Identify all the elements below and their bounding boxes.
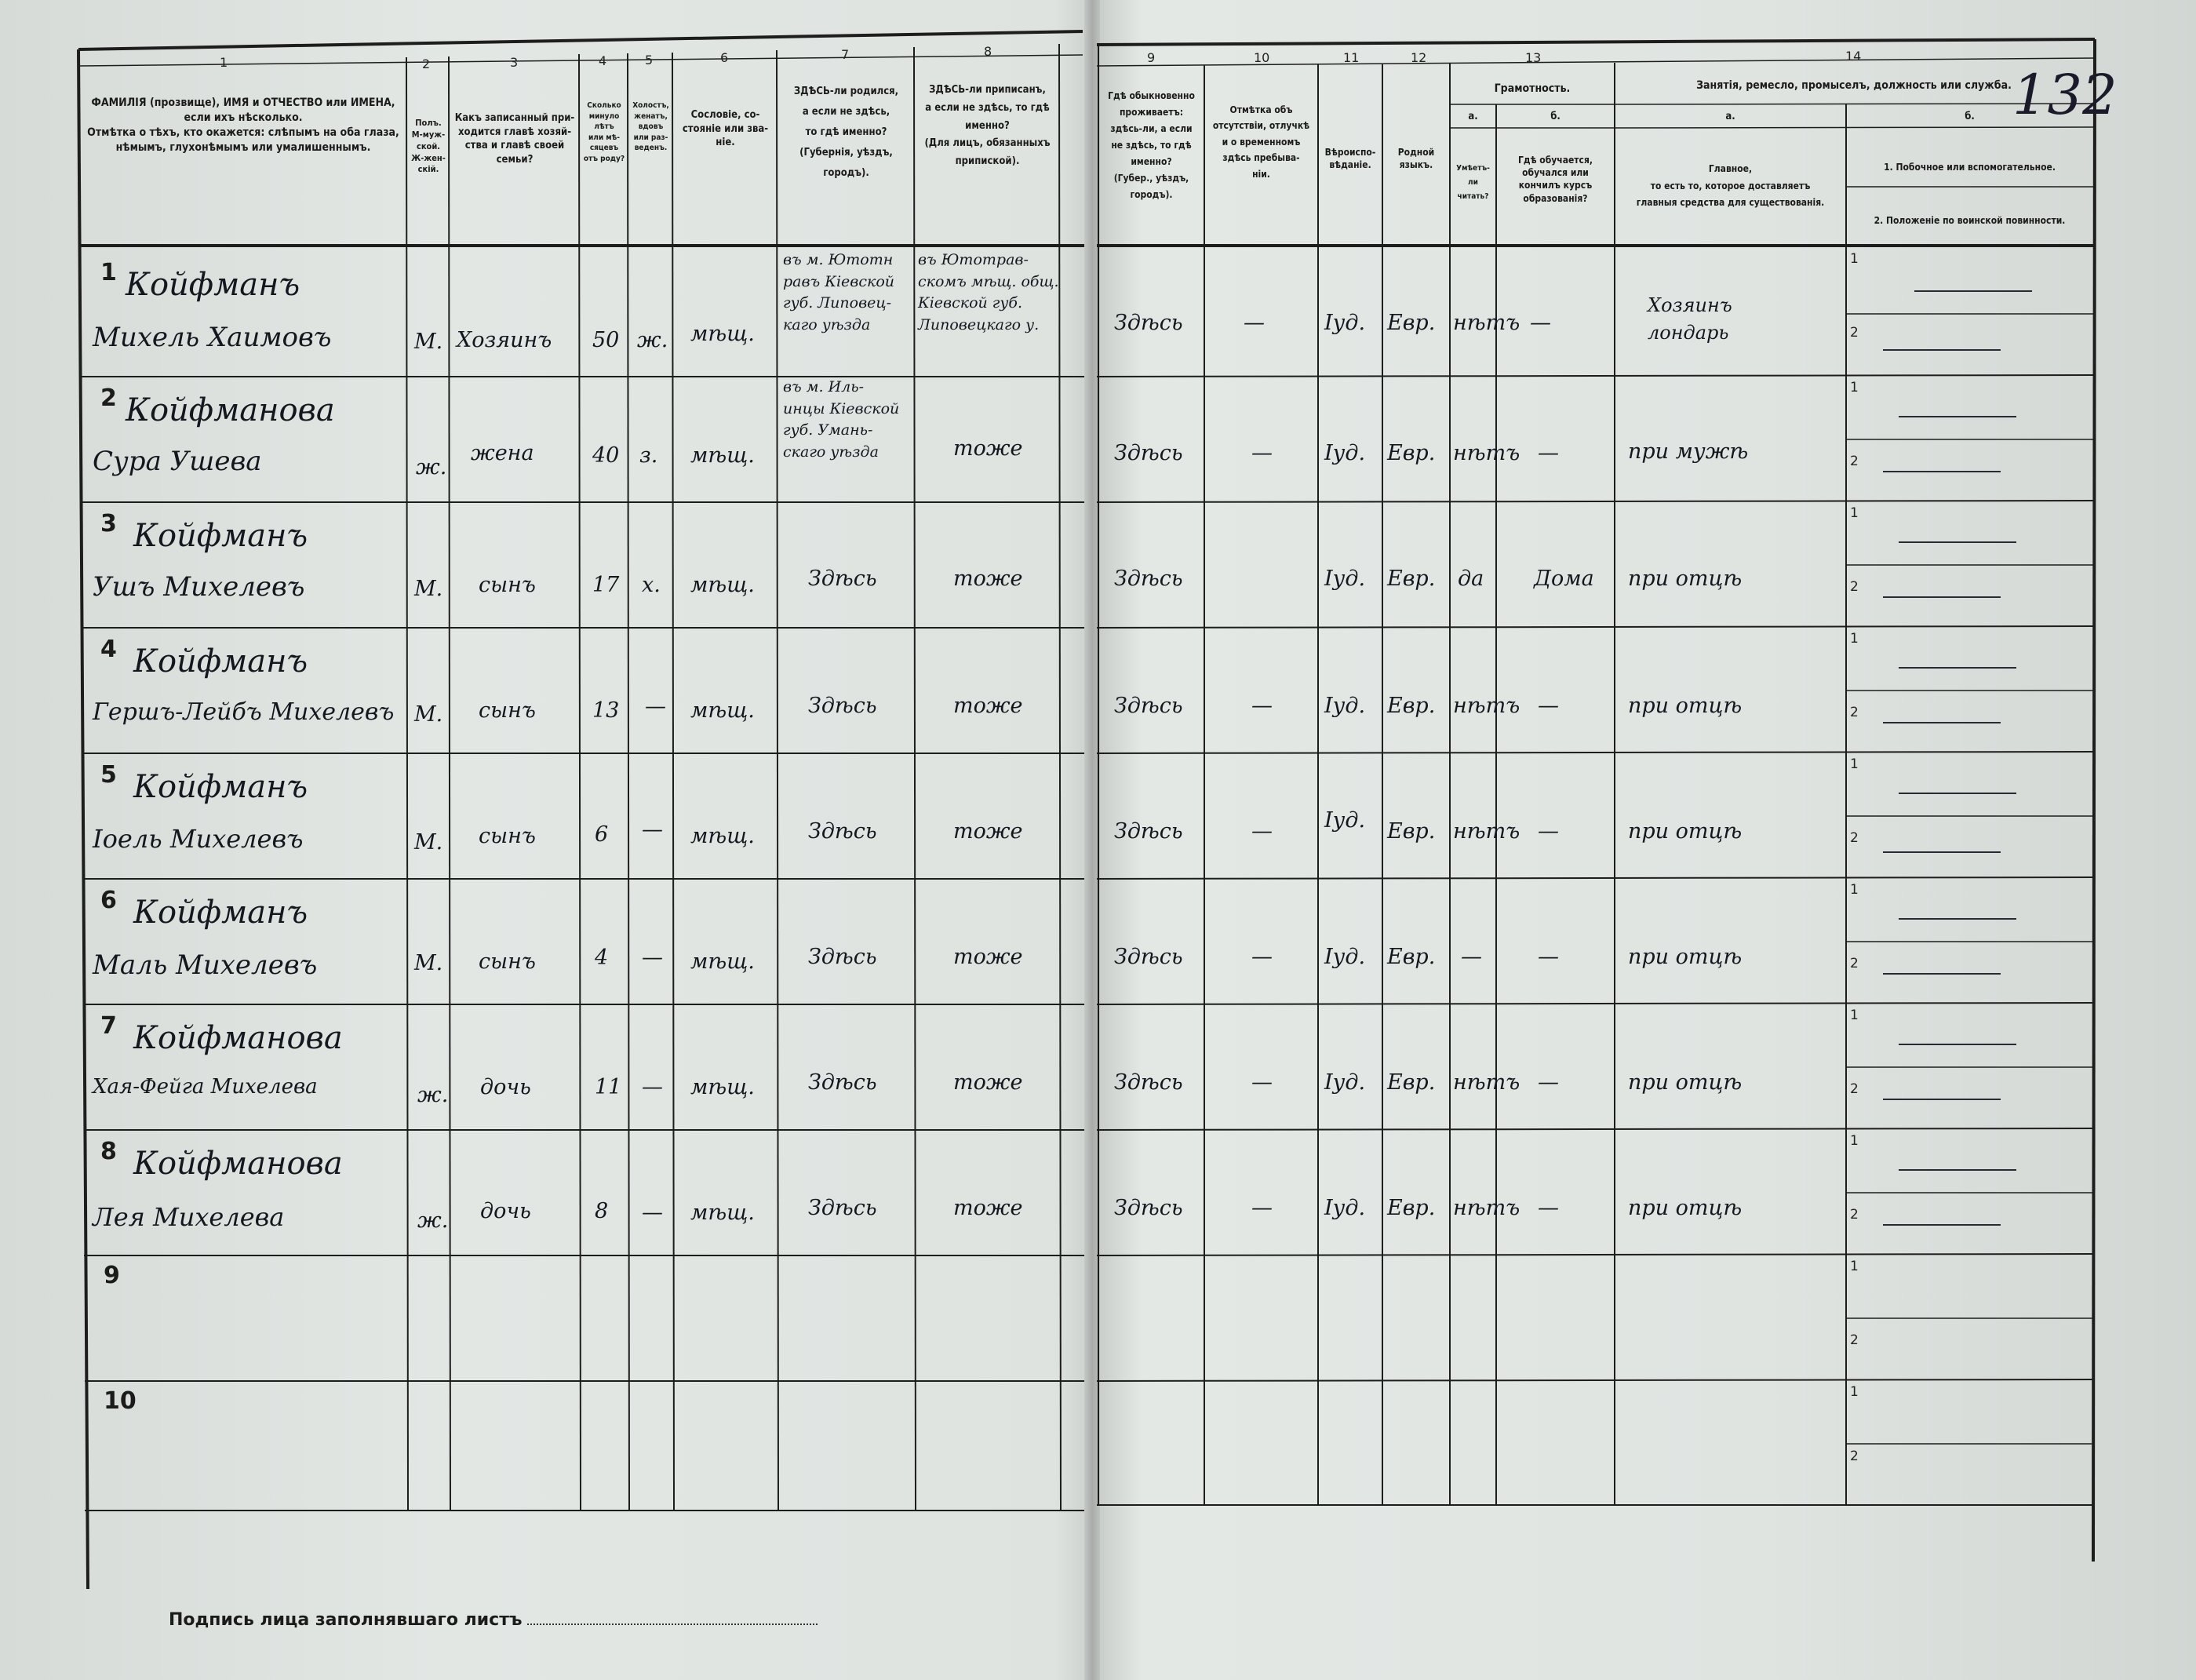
relation: жена	[471, 441, 534, 465]
literate: нѣтъ	[1453, 1196, 1520, 1220]
surname: Койфманъ	[133, 643, 308, 680]
residence: Здѣсь	[1114, 694, 1183, 718]
language: Евр.	[1387, 819, 1436, 844]
dash-mark	[1883, 973, 2001, 975]
dash-mark	[1899, 667, 2016, 669]
header-name: ФАМИЛІЯ (прозвище), ИМЯ и ОТЧЕСТВО или ИМЕНА, если ихъ нѣсколько. Отмѣтка о тѣхъ, кто окажется: слѣпымъ на оба глаза, нѣмымъ, глухонѣмымъ или умалишеннымъ.	[87, 97, 399, 154]
estate: мѣщ.	[690, 824, 755, 848]
religion: Іуд.	[1324, 1070, 1366, 1095]
age: 17	[592, 573, 620, 597]
estate: мѣщ.	[690, 698, 755, 723]
row-number: 2	[100, 384, 117, 412]
residence: Здѣсь	[1114, 819, 1183, 844]
relation: сынъ	[479, 824, 536, 848]
surname: Койфманъ	[133, 769, 308, 805]
literate: нѣтъ	[1453, 1070, 1520, 1095]
header-birthplace: ЗДѢСЬ-ли родился, а если не здѣсь, то гдѣ именно? (Губернія, уѣздъ, городъ).	[793, 86, 899, 179]
header-registered: ЗДѢСЬ-ли приписанъ, а если не здѣсь, то гдѣ именно? (Для лицъ, обязанныхъ припиской).	[924, 84, 1051, 167]
estate: мѣщ.	[690, 573, 755, 597]
estate: мѣщ.	[690, 443, 755, 468]
language: Евр.	[1387, 694, 1436, 718]
registered: тоже	[953, 567, 1023, 591]
absence: —	[1251, 694, 1273, 718]
birthplace: Здѣсь	[808, 694, 877, 718]
sub-label-1: 1	[1850, 1259, 1859, 1274]
dash-mark	[1883, 349, 2001, 351]
literate: нѣтъ	[1453, 311, 1520, 335]
sub-label-2: 2	[1850, 1207, 1859, 1223]
dash-mark	[1883, 471, 2001, 472]
occupation: при отцѣ	[1628, 567, 1743, 591]
header-literacy: Грамотность.	[1494, 82, 1571, 95]
education: Дома	[1534, 567, 1594, 591]
occupation: Хозяинъ лондарь	[1648, 294, 1732, 344]
education: —	[1538, 945, 1559, 969]
header-religion: Вѣроиспо- вѣданіе.	[1324, 147, 1376, 171]
dash-mark	[1899, 416, 2016, 417]
marital: —	[642, 946, 663, 970]
religion: Іуд.	[1324, 311, 1366, 335]
given-name: Хая-Фейга Михелева	[93, 1075, 318, 1099]
column-number-4: 4	[599, 53, 607, 68]
header-can-read: Умѣетъ- ли читать?	[1456, 164, 1490, 201]
sex: ж.	[417, 1083, 449, 1107]
residence: Здѣсь	[1114, 441, 1183, 465]
education: —	[1538, 441, 1559, 465]
row-number: 8	[100, 1138, 117, 1165]
header-absence: Отмѣтка объ отсутствіи, отлучкѣ и о временномъ здѣсь пребыва- ніи.	[1212, 104, 1310, 180]
religion: Іуд.	[1324, 567, 1366, 591]
column-number-12: 12	[1411, 50, 1427, 65]
header-language: Родной языкъ.	[1397, 147, 1435, 171]
language: Евр.	[1387, 1196, 1436, 1220]
header-literacy-b-letter: б.	[1550, 111, 1561, 122]
sub-label-1: 1	[1850, 380, 1859, 395]
birthplace: Здѣсь	[808, 567, 877, 591]
language: Евр.	[1387, 945, 1436, 969]
religion: Іуд.	[1324, 945, 1366, 969]
relation: дочь	[480, 1075, 531, 1099]
header-estate: Сословіе, со- стояніе или зва- ніе.	[682, 109, 769, 149]
residence: Здѣсь	[1114, 1196, 1183, 1220]
header-literacy-a-letter: а.	[1468, 111, 1478, 122]
given-name: Михель Хаимовъ	[93, 322, 332, 353]
dash-mark	[1899, 541, 2016, 543]
sex: ж.	[416, 455, 447, 479]
dash-mark	[1883, 1099, 2001, 1100]
dash-mark	[1883, 596, 2001, 598]
sub-label-1: 1	[1850, 505, 1859, 521]
sub-label-2: 2	[1850, 579, 1859, 595]
column-number-5: 5	[645, 53, 654, 67]
sub-label-2: 2	[1850, 1332, 1859, 1348]
sex: М.	[414, 702, 443, 727]
dash-mark	[1883, 722, 2001, 723]
religion: Іуд.	[1324, 694, 1366, 718]
sub-label-2: 2	[1850, 705, 1859, 720]
estate: мѣщ.	[690, 1201, 755, 1225]
language: Евр.	[1387, 441, 1436, 465]
dash-mark	[1899, 793, 2016, 794]
header-secondary-occupation: 1. Побочное или вспомогательное.	[1884, 162, 2056, 173]
column-number-8: 8	[984, 44, 992, 59]
age: 50	[592, 328, 620, 352]
given-name: Ушъ Михелевъ	[93, 571, 305, 603]
sub-label-1: 1	[1850, 1133, 1859, 1149]
sub-label-2: 2	[1850, 454, 1859, 469]
page-number: 132	[2012, 63, 2118, 127]
dash-mark	[1899, 1044, 2016, 1045]
sub-label-1: 1	[1850, 251, 1859, 267]
row-number: 9	[104, 1262, 120, 1289]
header-education: Гдѣ обучается, обучался или кончилъ курсъ образованія?	[1517, 155, 1593, 204]
row-number: 7	[100, 1012, 117, 1040]
literate: нѣтъ	[1453, 819, 1520, 844]
absence: —	[1251, 1070, 1273, 1095]
header-military-status: 2. Положеніе по воинской повинности.	[1874, 215, 2066, 226]
language: Евр.	[1387, 567, 1436, 591]
age: 4	[595, 946, 609, 970]
signature-label: Подпись лица заполнявшаго листъ	[169, 1610, 523, 1630]
residence: Здѣсь	[1114, 311, 1183, 335]
row-number: 4	[100, 636, 117, 663]
surname: Койфманова	[126, 392, 335, 428]
signature-line	[527, 1624, 818, 1625]
marital: з.	[639, 443, 658, 468]
birthplace: Здѣсь	[808, 945, 877, 969]
age: 6	[595, 822, 609, 847]
birthplace: Здѣсь	[808, 1196, 877, 1220]
birthplace: въ м. Иль- инцы Кіевской губ. Умань- скаго уѣзда	[783, 378, 900, 461]
residence: Здѣсь	[1114, 567, 1183, 591]
education: —	[1538, 1196, 1559, 1220]
literate: —	[1461, 945, 1482, 969]
religion: Іуд.	[1324, 1196, 1366, 1220]
literate: нѣтъ	[1453, 694, 1520, 718]
sex: ж.	[417, 1208, 449, 1233]
absence: —	[1251, 1196, 1273, 1220]
row-number: 6	[100, 887, 117, 914]
absence: —	[1251, 945, 1273, 969]
sub-label-1: 1	[1850, 1008, 1859, 1023]
birthplace: Здѣсь	[808, 819, 877, 844]
absence: —	[1244, 311, 1265, 335]
surname: Койфманова	[133, 1020, 343, 1056]
header-relation: Какъ записанный при- ходится главѣ хозяй- ства и главѣ своей семьи?	[454, 112, 575, 166]
relation: сынъ	[479, 949, 536, 974]
header-occupation: Занятія, ремесло, промыселъ, должность или служба.	[1696, 79, 2012, 92]
education: —	[1538, 1070, 1559, 1095]
estate: мѣщ.	[690, 949, 755, 974]
relation: дочь	[480, 1199, 531, 1223]
occupation: при отцѣ	[1628, 694, 1743, 718]
header-main-occupation: Главное, то есть то, которое доставляетъ главныя средства для существованія.	[1636, 163, 1825, 209]
header-occupation-a-letter: а.	[1725, 111, 1735, 122]
marital: —	[645, 694, 666, 719]
sub-label-2: 2	[1850, 1449, 1859, 1464]
dash-mark	[1883, 851, 2001, 853]
marital: —	[642, 1201, 663, 1225]
row-number: 1	[100, 259, 117, 286]
column-number-3: 3	[510, 55, 519, 70]
age: 13	[592, 698, 620, 723]
estate: мѣщ.	[690, 322, 755, 346]
language: Евр.	[1387, 1070, 1436, 1095]
sub-label-1: 1	[1850, 1384, 1859, 1400]
residence: Здѣсь	[1114, 945, 1183, 969]
dash-mark	[1899, 1169, 2016, 1171]
column-number-2: 2	[422, 56, 431, 71]
surname: Койфманъ	[133, 518, 308, 554]
column-number-6: 6	[720, 50, 729, 65]
relation: сынъ	[479, 573, 536, 597]
sub-label-1: 1	[1850, 882, 1859, 898]
literate: нѣтъ	[1453, 441, 1520, 465]
sex: М.	[414, 330, 443, 354]
occupation: при отцѣ	[1628, 1196, 1743, 1220]
dash-mark	[1914, 290, 2032, 292]
sub-label-2: 2	[1850, 1081, 1859, 1097]
education: —	[1538, 694, 1559, 718]
absence: —	[1251, 819, 1273, 844]
given-name: Гершъ-Лейбъ Михелевъ	[93, 698, 395, 726]
header-marital: Холостъ, женатъ, вдовъ или раз- веденъ.	[632, 101, 669, 152]
birthplace: Здѣсь	[808, 1070, 877, 1095]
given-name: Маль Михелевъ	[93, 949, 318, 981]
row-number: 3	[100, 510, 117, 538]
occupation: при мужѣ	[1628, 439, 1749, 464]
sex: М.	[414, 830, 443, 855]
registered: тоже	[953, 819, 1023, 844]
absence: —	[1251, 441, 1273, 465]
marital: —	[642, 1075, 663, 1099]
row-number: 10	[104, 1387, 137, 1415]
column-number-7: 7	[841, 47, 850, 62]
surname: Койфманова	[133, 1146, 343, 1182]
sub-label-2: 2	[1850, 956, 1859, 971]
estate: мѣщ.	[690, 1075, 755, 1099]
row-number: 5	[100, 761, 117, 789]
occupation: при отцѣ	[1628, 1070, 1743, 1095]
education: —	[1530, 311, 1551, 335]
marital: х.	[642, 573, 661, 597]
literate: да	[1458, 567, 1484, 591]
sex: М.	[414, 577, 443, 601]
language: Евр.	[1387, 311, 1436, 335]
age: 11	[595, 1075, 622, 1099]
birthplace: въ м. Ютотн равъ Кіевской губ. Липовец- каго уѣзда	[783, 251, 894, 333]
column-number-1: 1	[220, 55, 228, 70]
surname: Койфманъ	[133, 895, 308, 931]
given-name: Сура Ушева	[93, 446, 262, 477]
sex: М.	[414, 951, 443, 975]
column-number-11: 11	[1343, 50, 1360, 65]
header-age: Сколько минуло лѣтъ или мѣ- сяцевъ отъ роду?	[583, 101, 625, 163]
registered: въ Ютотрав- скомъ мѣщ. общ. Кіевской губ. Липовецкаго у.	[918, 251, 1059, 333]
column-number-13: 13	[1525, 50, 1542, 65]
column-number-9: 9	[1147, 50, 1156, 65]
given-name: Лея Михелева	[93, 1202, 285, 1232]
given-name: Іоель Михелевъ	[93, 824, 304, 854]
relation: Хозяинъ	[457, 328, 552, 352]
residence: Здѣсь	[1114, 1070, 1183, 1095]
sub-label-2: 2	[1850, 325, 1859, 341]
surname: Койфманъ	[126, 267, 300, 303]
age: 8	[595, 1199, 609, 1223]
marital: ж.	[637, 328, 668, 352]
age: 40	[592, 443, 620, 468]
registered: тоже	[953, 1196, 1023, 1220]
occupation: при отцѣ	[1628, 819, 1743, 844]
column-number-10: 10	[1254, 50, 1270, 65]
occupation: при отцѣ	[1628, 945, 1743, 969]
marital: —	[642, 818, 663, 842]
column-number-14: 14	[1845, 49, 1862, 64]
registered: тоже	[953, 436, 1023, 461]
dash-mark	[1883, 1224, 2001, 1226]
registered: тоже	[953, 1070, 1023, 1095]
header-residence: Гдѣ обыкновенно проживаетъ: здѣсь-ли, а если не здѣсь, то гдѣ именно? (Губер., уѣздъ, городъ).	[1108, 90, 1195, 200]
registered: тоже	[953, 945, 1023, 969]
education: —	[1538, 819, 1559, 844]
sub-label-2: 2	[1850, 830, 1859, 846]
registered: тоже	[953, 694, 1023, 718]
header-sex: Полъ. М-муж- ской. Ж-жен- скій.	[411, 118, 446, 175]
sub-label-1: 1	[1850, 631, 1859, 647]
dash-mark	[1899, 918, 2016, 920]
signature-field	[169, 1610, 818, 1630]
relation: сынъ	[479, 698, 536, 723]
religion: Іуд.	[1324, 808, 1366, 833]
religion: Іуд.	[1324, 441, 1366, 465]
sub-label-1: 1	[1850, 756, 1859, 772]
header-occupation-b-letter: б.	[1965, 111, 1975, 122]
